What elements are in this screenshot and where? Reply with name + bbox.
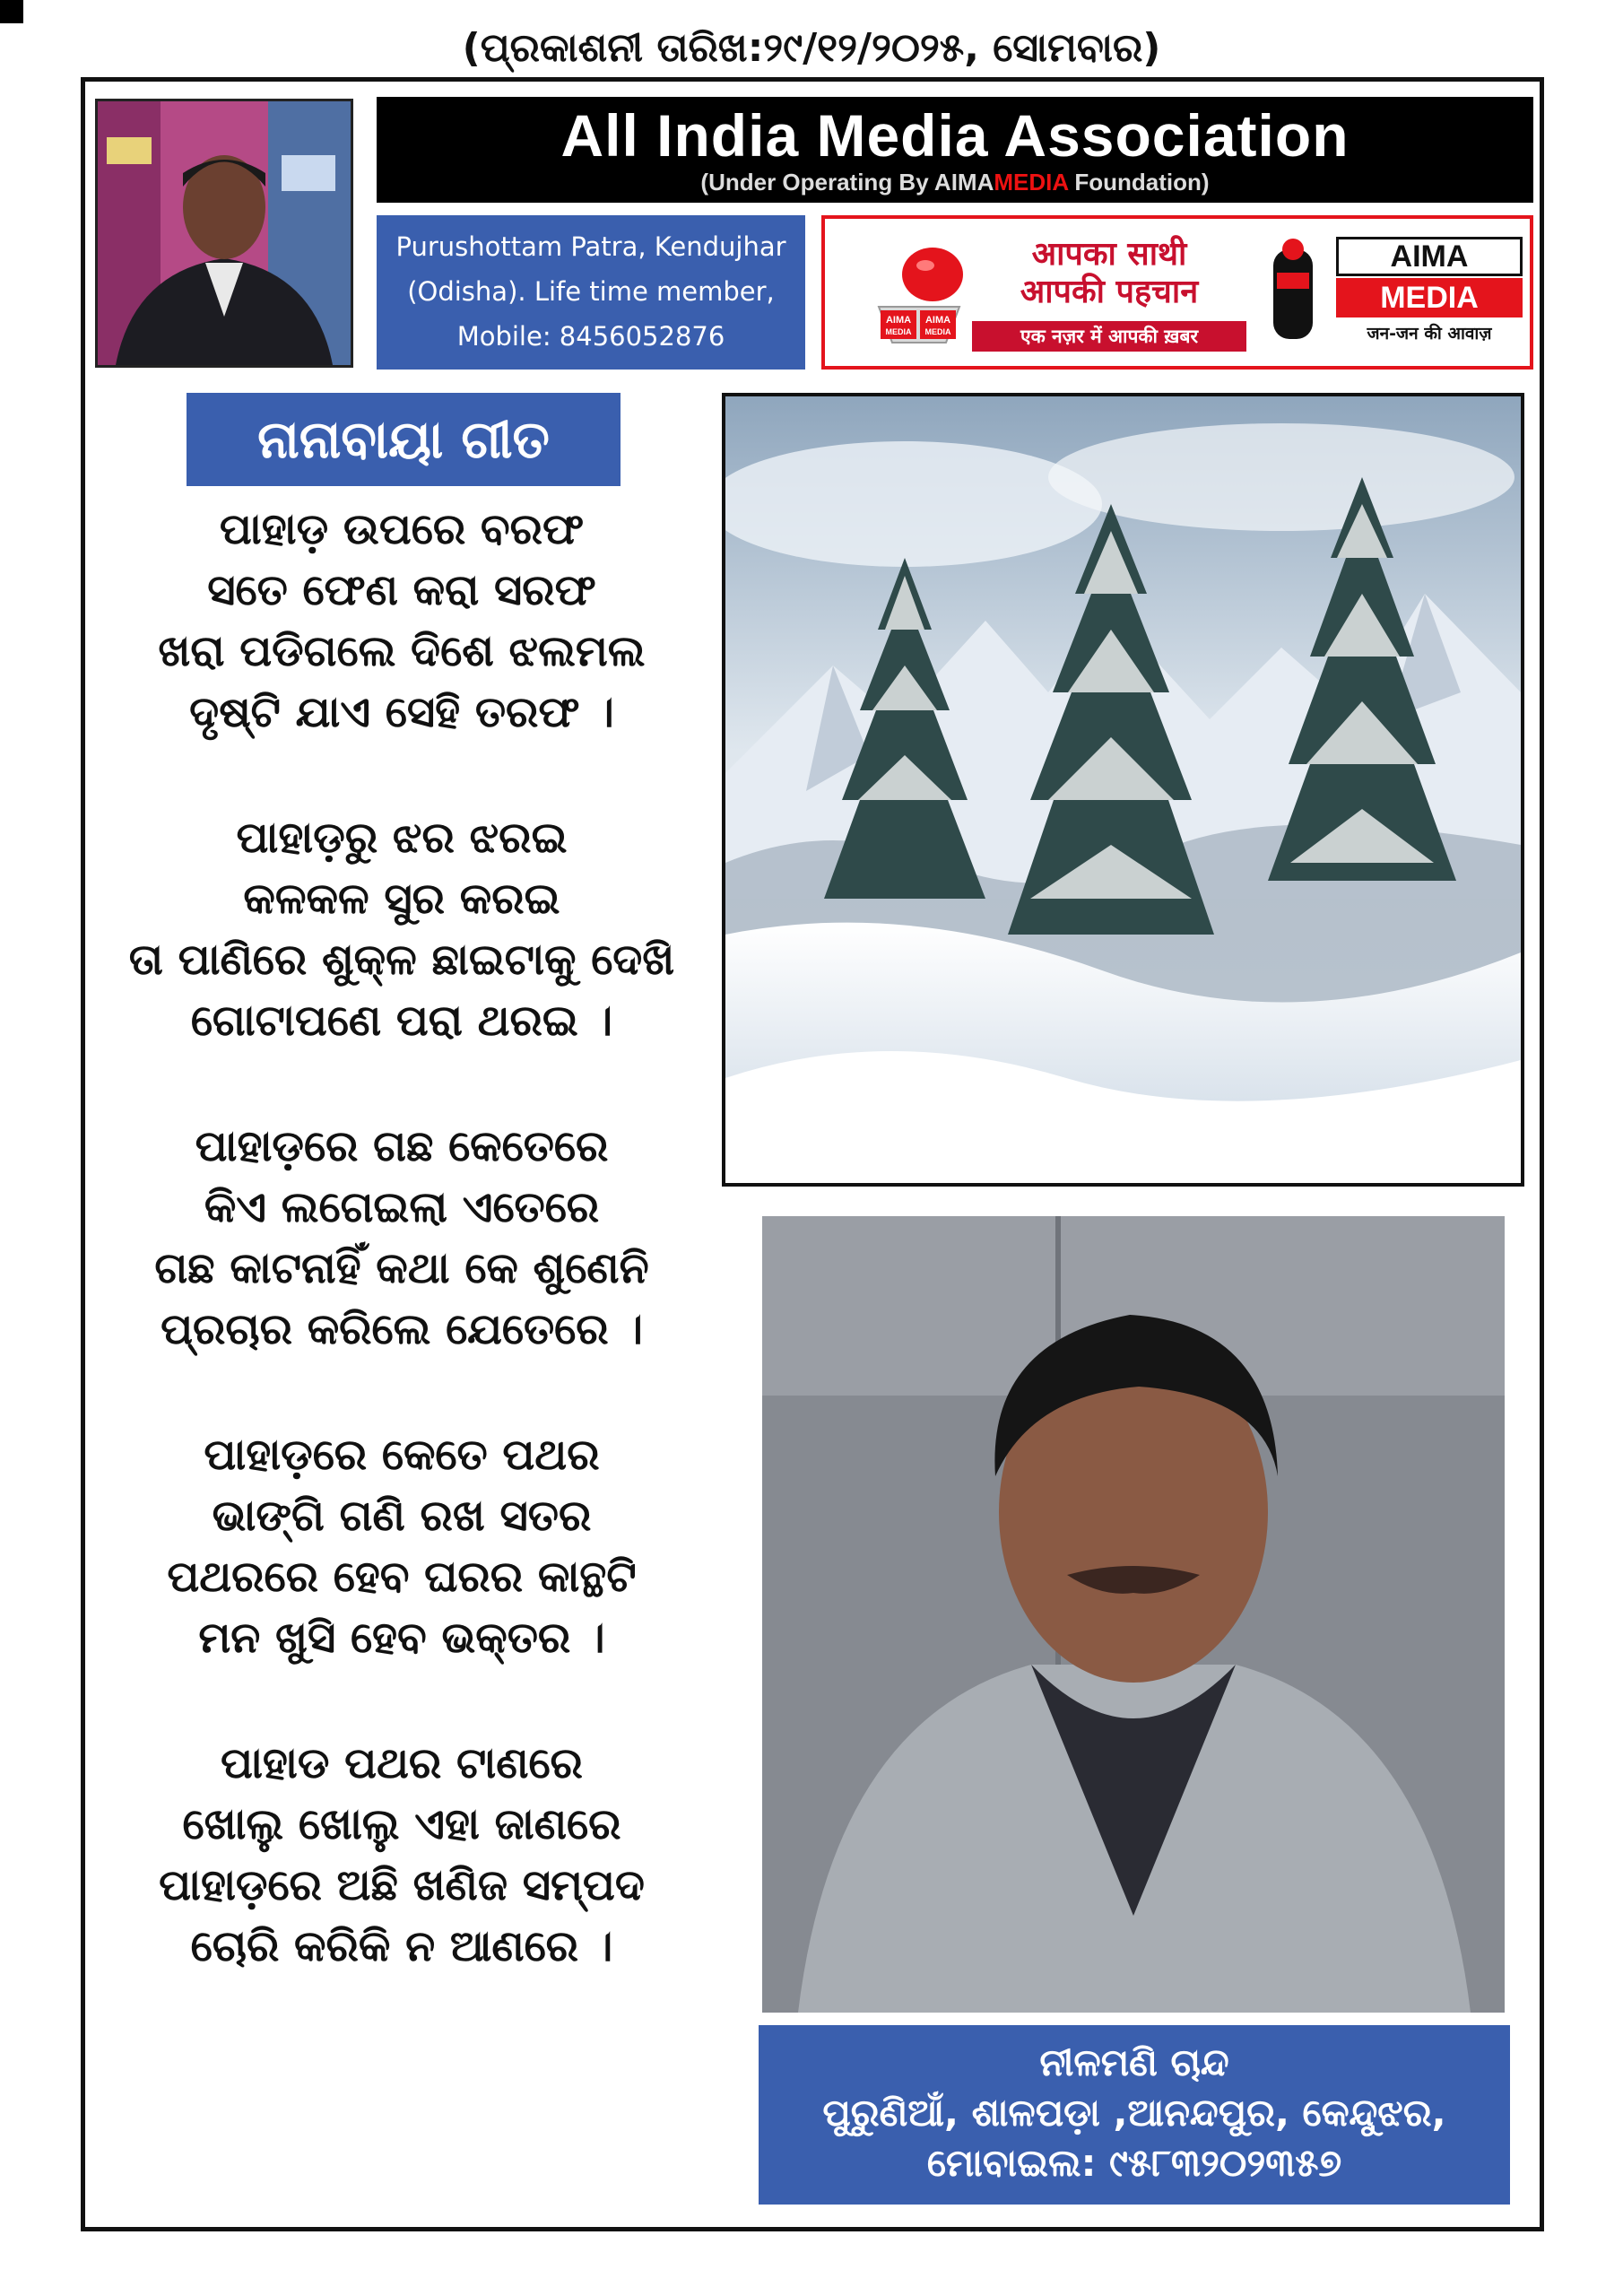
author-photo bbox=[762, 1216, 1505, 2013]
org-subtitle-post: Foundation) bbox=[1068, 169, 1210, 196]
org-banner bbox=[377, 97, 1533, 203]
poem-title: ନାନାବାୟା ଗୀତ bbox=[187, 393, 621, 486]
author-name: ନୀଳମଣି ଚାନ୍ଦ bbox=[1039, 2040, 1229, 2084]
ad-tagline: एक नज़र में आपकी ख़बर bbox=[972, 321, 1246, 352]
poem-line: କିଏ ଲଗେଇଲା ଏତେରେ bbox=[204, 1182, 600, 1232]
aima-logo bbox=[1261, 237, 1523, 353]
poem-stanza bbox=[97, 807, 707, 1051]
mic-label-1: AIMA bbox=[885, 315, 912, 326]
poem-line: ପାହାଡ଼ରେ ଅଛି ଖଣିଜ ସମ୍ପଦ bbox=[159, 1860, 645, 1910]
corner-mark bbox=[0, 0, 23, 23]
poem-line: ପାହାଡ଼ରେ ଗଛ କେତେରେ bbox=[195, 1121, 609, 1171]
member-line-3: Mobile: 8456052876 bbox=[456, 321, 725, 352]
member-photo bbox=[95, 99, 353, 368]
snowy-mountain-image bbox=[722, 393, 1524, 1187]
org-subtitle bbox=[377, 169, 1533, 196]
author-portrait-image bbox=[762, 1216, 1505, 2013]
poem-line: ସତେ ଫେଣ କରା ସରଫ bbox=[207, 565, 596, 615]
poem-line: ଖରା ପଡିଗଲେ ଦିଶେ ଝଲମଲ bbox=[158, 626, 646, 676]
org-subtitle-pre: (Under Operating By AIMA bbox=[700, 169, 994, 196]
member-line-2: (Odisha). Life time member, bbox=[407, 276, 775, 307]
aima-logo-tagline: जन-जन की आवाज़ bbox=[1367, 324, 1492, 344]
member-portrait-image bbox=[98, 101, 351, 365]
poem-line: ଚୋରି କରିକି ନ ଆଣରେ । bbox=[190, 1921, 613, 1971]
ad-headline-2: आपकी पहचान bbox=[1020, 274, 1199, 310]
author-card bbox=[759, 2025, 1510, 2205]
poem-line: ତା ପାଣିରେ ଶୁକ୍ଳ ଛାଇଟାକୁ ଦେଖି bbox=[128, 935, 675, 985]
mic-label-4: MEDIA bbox=[924, 327, 951, 336]
member-line-1: Purushottam Patra, Kendujhar bbox=[395, 231, 786, 262]
poem-line: ମନ ଖୁସି ହେବ ଭକ୍ତର । bbox=[198, 1613, 605, 1663]
poem-line: ଦୃଷ୍ଟି ଯାଏ ସେହି ତରଫ । bbox=[189, 687, 614, 737]
poem-stanza bbox=[97, 1733, 707, 1977]
snow-landscape-illustration bbox=[725, 396, 1521, 1183]
poem-stanza bbox=[97, 499, 707, 743]
aima-logo-top: AIMA bbox=[1336, 237, 1523, 276]
poem-line: ଖୋଲୁ ଖୋଲୁ ଏହା ଜାଣରେ bbox=[182, 1799, 621, 1849]
poem-line: ପାହାଡ଼ରୁ ଝର ଝରଇ bbox=[236, 813, 568, 863]
org-title: All India Media Association bbox=[560, 102, 1350, 169]
mic-label-2: MEDIA bbox=[885, 327, 912, 336]
poem-line: ପାହାଡ଼ରେ କେତେ ପଥର bbox=[204, 1430, 600, 1480]
author-address: ପୁରୁଣିଆଁ, ଶାଳପଡ଼ା ,ଆନନ୍ଦପୁର, କେନ୍ଦୁଝର, bbox=[822, 2091, 1446, 2135]
publication-date: (ପ୍ରକାଶନୀ ତାରିଖ:୨୯/୧୨/୨୦୨୫, ସୋମବାର) bbox=[462, 25, 1161, 71]
poem-line: ପାହାଡ ପଥର ଟାଣରେ bbox=[221, 1738, 583, 1788]
poem-stanza bbox=[97, 1116, 707, 1360]
poem-stanza bbox=[97, 1424, 707, 1668]
poem-line: ଗୋଟାପଣେ ପରା ଥରଇ । bbox=[190, 996, 613, 1046]
org-subtitle-highlight: MEDIA bbox=[994, 169, 1069, 196]
author-mobile: ମୋବାଇଲ: ୯୫୮୩୨୦୨୩୫୭ bbox=[926, 2141, 1342, 2185]
poem-line: କଳକଳ ସୁର କରଇ bbox=[243, 874, 560, 924]
poem-line: ଗଛ କାଟନାହିଁ କଥା କେ ଶୁଣେନି bbox=[154, 1243, 649, 1293]
aima-media-ad bbox=[821, 215, 1533, 370]
poem-body bbox=[97, 499, 707, 2041]
aima-mic-icon bbox=[1261, 237, 1325, 353]
microphone-icon bbox=[861, 244, 977, 352]
aima-logo-bottom: MEDIA bbox=[1336, 278, 1523, 317]
mic-label-3: AIMA bbox=[924, 315, 951, 326]
poem-line: ପାହାଡ଼ ଉପରେ ବରଫ bbox=[219, 504, 585, 554]
poem-line: ପ୍ରଚାର କରିଲେ ଯେତେରେ । bbox=[161, 1304, 643, 1354]
poem-line: ପଥରରେ ହେବ ଘରର କାନ୍ଥଟି bbox=[167, 1552, 637, 1602]
member-card bbox=[377, 215, 805, 370]
poem-line: ଭାଙ୍ଗି ଗଣି ରଖ ସତର bbox=[212, 1491, 592, 1541]
ad-headline-1: आपका साथी bbox=[1031, 236, 1187, 273]
